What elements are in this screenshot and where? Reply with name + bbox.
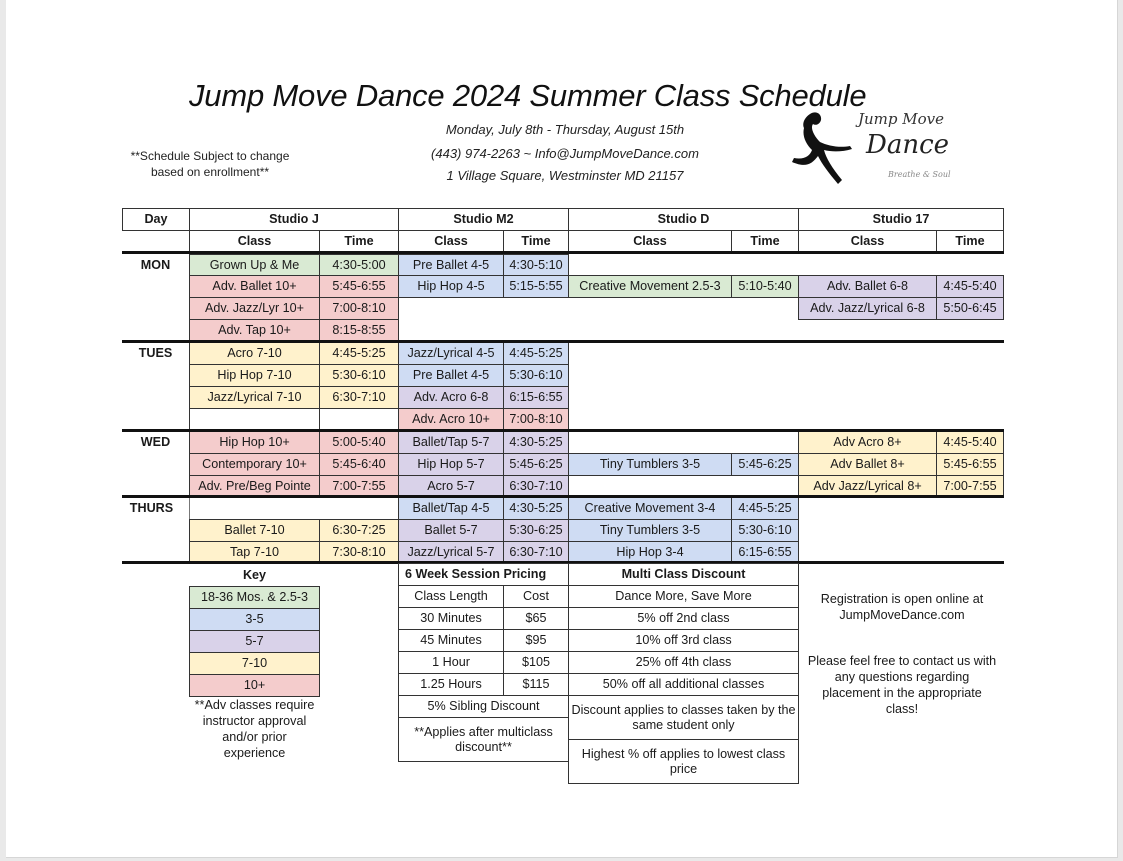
multi-row: Dance More, Save More: [568, 585, 799, 608]
time-cell: 5:30-6:10: [503, 364, 569, 387]
address: 1 Village Square, Westminster MD 21157: [446, 168, 684, 183]
pricing-length: 1 Hour: [398, 651, 504, 674]
time-cell: 5:45-6:25: [731, 453, 799, 476]
session-dates: Monday, July 8th - Thursday, August 15th: [445, 122, 685, 137]
empty-cell: [189, 408, 320, 431]
time-cell: 7:00-7:55: [936, 475, 1004, 498]
time-cell: 8:15-8:55: [319, 319, 399, 341]
class-cell: Adv. Acro 10+: [398, 408, 504, 431]
time-cell: 6:30-7:10: [503, 541, 569, 564]
pricing-length: 1.25 Hours: [398, 673, 504, 696]
class-header: Class: [189, 230, 320, 253]
time-cell: 4:30-5:25: [503, 497, 569, 520]
class-cell: Jazz/Lyrical 5-7: [398, 541, 504, 564]
class-cell: Acro 7-10: [189, 342, 320, 365]
class-cell: Tap 7-10: [189, 541, 320, 564]
time-cell: 7:30-8:10: [319, 541, 399, 564]
day-label-wed: WED: [140, 434, 171, 449]
class-cell: Pre Ballet 4-5: [398, 254, 504, 276]
class-cell: Ballet/Tap 5-7: [398, 431, 504, 454]
day-label-tues: TUES: [138, 345, 173, 360]
class-cell: Jazz/Lyrical 7-10: [189, 386, 320, 409]
multi-title: Multi Class Discount: [568, 563, 799, 586]
registration-link[interactable]: JumpMoveDance.com: [839, 608, 965, 622]
class-cell: Contemporary 10+: [189, 453, 320, 476]
time-cell: 4:30-5:10: [503, 254, 569, 276]
time-cell: 5:45-6:55: [936, 453, 1004, 476]
pricing-length: 30 Minutes: [398, 607, 504, 630]
key-item: 3-5: [189, 608, 320, 631]
time-cell: 6:30-7:10: [319, 386, 399, 409]
day-separator: [122, 429, 1004, 432]
class-cell: Adv. Ballet 6-8: [798, 275, 937, 298]
class-cell: Hip Hop 3-4: [568, 541, 732, 564]
class-cell: Adv. Pre/Beg Pointe: [189, 475, 320, 498]
day-separator: [122, 495, 1004, 498]
empty-cell: [319, 408, 399, 431]
registration-info: Registration is open online at JumpMoveDance.com: [802, 591, 1002, 623]
pricing-cost: $105: [503, 651, 569, 674]
time-cell: 5:15-5:55: [503, 275, 569, 298]
schedule-note: **Schedule Subject to change based on enrollment**: [130, 149, 290, 179]
time-header: Time: [936, 230, 1004, 253]
day-label-thurs: THURS: [129, 500, 174, 515]
time-cell: 5:30-6:10: [731, 519, 799, 542]
time-cell: 5:45-6:40: [319, 453, 399, 476]
time-cell: 4:45-5:40: [936, 275, 1004, 298]
class-cell: Pre Ballet 4-5: [398, 364, 504, 387]
time-cell: 5:00-5:40: [319, 431, 399, 454]
pricing-length: 45 Minutes: [398, 629, 504, 652]
class-header: Class: [798, 230, 937, 253]
logo: Jump Move Dance Breathe & Soul: [788, 106, 958, 194]
class-cell: Adv. Acro 6-8: [398, 386, 504, 409]
time-cell: 4:30-5:25: [503, 431, 569, 454]
class-cell: Adv. Tap 10+: [189, 319, 320, 341]
class-cell: Grown Up & Me: [189, 254, 320, 276]
sibling-discount-note: **Applies after multiclass discount**: [398, 717, 569, 762]
class-cell: Adv. Jazz/Lyr 10+: [189, 297, 320, 320]
time-cell: 5:30-6:25: [503, 519, 569, 542]
studio-m2-header: Studio M2: [398, 208, 569, 231]
class-cell: Ballet 7-10: [189, 519, 320, 542]
class-cell: Adv Jazz/Lyrical 8+: [798, 475, 937, 498]
multi-row: 25% off 4th class: [568, 651, 799, 674]
page-title: Jump Move Dance 2024 Summer Class Schedule: [189, 78, 867, 113]
studio-j-header: Studio J: [189, 208, 399, 231]
time-cell: 4:45-5:25: [503, 342, 569, 365]
adv-classes-note: **Adv classes require instructor approval and/or prior experience: [194, 698, 315, 760]
class-cell: Adv Ballet 8+: [798, 453, 937, 476]
time-cell: 5:30-6:10: [319, 364, 399, 387]
multi-row: 10% off 3rd class: [568, 629, 799, 652]
time-cell: 4:30-5:00: [319, 254, 399, 276]
time-cell: 7:00-7:55: [319, 475, 399, 498]
class-cell: Ballet 5-7: [398, 519, 504, 542]
time-header: Time: [731, 230, 799, 253]
class-cell: Hip Hop 7-10: [189, 364, 320, 387]
class-cell: Creative Movement 2.5-3: [568, 275, 732, 298]
day-label-mon: MON: [140, 257, 171, 272]
class-header: Class: [398, 230, 504, 253]
class-cell: Hip Hop 4-5: [398, 275, 504, 298]
key-item: 10+: [189, 674, 320, 697]
key-item: 7-10: [189, 652, 320, 675]
time-cell: 6:30-7:10: [503, 475, 569, 498]
multi-row: 50% off all additional classes: [568, 673, 799, 696]
time-cell: 7:00-8:10: [503, 408, 569, 431]
key-item: 5-7: [189, 630, 320, 653]
key-item: 18-36 Mos. & 2.5-3: [189, 586, 320, 609]
contact-us-note: Please feel free to contact us with any questions regarding placement in the appropriate class!: [807, 654, 997, 716]
day-header: Day: [122, 208, 190, 231]
multi-row: Discount applies to classes taken by the same student only: [568, 695, 799, 740]
class-cell: Jazz/Lyrical 4-5: [398, 342, 504, 365]
class-cell: Tiny Tumblers 3-5: [568, 453, 732, 476]
key-title: Key: [242, 567, 267, 582]
studio-d-header: Studio D: [568, 208, 799, 231]
day-separator: [122, 251, 1004, 254]
pricing-title: 6 Week Session Pricing: [398, 563, 569, 586]
class-cell: Adv Acro 8+: [798, 431, 937, 454]
time-header: Time: [503, 230, 569, 253]
time-cell: 4:45-5:40: [936, 431, 1004, 454]
time-cell: 5:45-6:55: [319, 275, 399, 298]
class-cell: Adv. Ballet 10+: [189, 275, 320, 298]
time-cell: 7:00-8:10: [319, 297, 399, 320]
time-header: Time: [319, 230, 399, 253]
pricing-cost: $65: [503, 607, 569, 630]
multi-row: 5% off 2nd class: [568, 607, 799, 630]
class-cell: Creative Movement 3-4: [568, 497, 732, 520]
pricing-cost: $115: [503, 673, 569, 696]
day-separator: [122, 340, 1004, 343]
pricing-cost: $95: [503, 629, 569, 652]
time-cell: 6:15-6:55: [503, 386, 569, 409]
class-header: Class: [568, 230, 732, 253]
class-cell: Ballet/Tap 4-5: [398, 497, 504, 520]
studio-17-header: Studio 17: [798, 208, 1004, 231]
time-cell: 4:45-5:25: [731, 497, 799, 520]
time-cell: 5:45-6:25: [503, 453, 569, 476]
time-cell: 4:45-5:25: [319, 342, 399, 365]
multi-row: Highest % off applies to lowest class price: [568, 739, 799, 784]
time-cell: 5:10-5:40: [731, 275, 799, 298]
class-cell: Hip Hop 5-7: [398, 453, 504, 476]
class-cell: Hip Hop 10+: [189, 431, 320, 454]
sibling-discount: 5% Sibling Discount: [398, 695, 569, 718]
class-cell: Tiny Tumblers 3-5: [568, 519, 732, 542]
class-cell: Acro 5-7: [398, 475, 504, 498]
time-cell: 5:50-6:45: [936, 297, 1004, 320]
time-cell: 6:15-6:55: [731, 541, 799, 564]
pricing-header: Class Length: [398, 585, 504, 608]
contact-info: (443) 974-2263 ~ Info@JumpMoveDance.com: [431, 146, 699, 161]
class-cell: Adv. Jazz/Lyrical 6-8: [798, 297, 937, 320]
time-cell: 6:30-7:25: [319, 519, 399, 542]
pricing-header: Cost: [503, 585, 569, 608]
